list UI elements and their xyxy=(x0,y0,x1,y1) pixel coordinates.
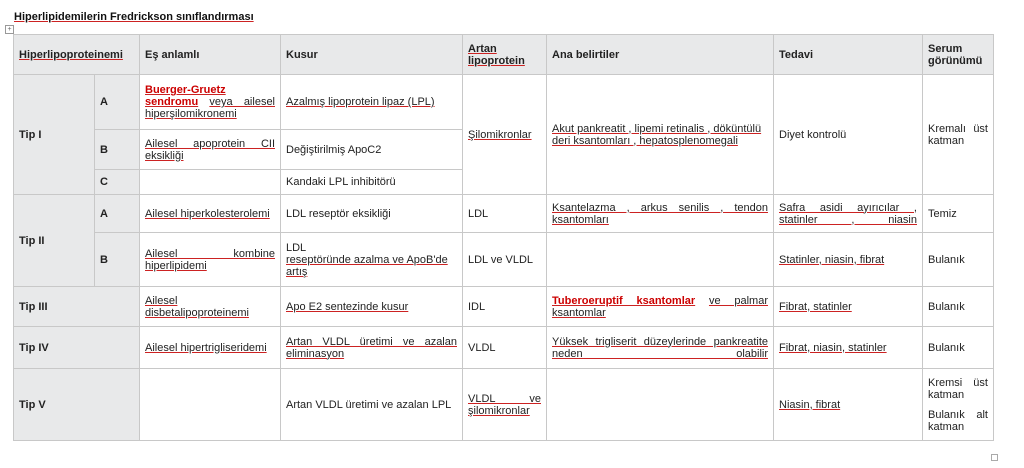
table-resize-handle-icon[interactable] xyxy=(991,454,998,461)
header-row xyxy=(14,35,994,75)
subtype-label: A xyxy=(95,195,140,233)
header-defect: Kusur xyxy=(281,35,463,75)
synonym-cell xyxy=(140,170,281,195)
defect-cell: LDL reseptör eksikliği xyxy=(281,195,463,233)
synonym-cell: Buerger-Gruetz sendromu veya ailesel hiperşilomikronemi xyxy=(140,75,281,130)
defect-cell: LDL reseptöründe azalma ve ApoB'de artış xyxy=(281,233,463,287)
subtype-label: C xyxy=(95,170,140,195)
buerger-gruetz-link[interactable]: Buerger-Gruetz sendromu xyxy=(145,84,226,108)
lipoprotein-cell: IDL xyxy=(463,287,547,327)
treatment-cell: Fibrat, niasin, statinler xyxy=(774,327,923,369)
table-row xyxy=(14,75,994,130)
signs-cell: Akut pankreatit , lipemi retinalis , döküntülü deri ksantomları , hepatosplenomegali xyxy=(547,75,774,195)
header-serum-appearance: Serum görünümü xyxy=(923,35,994,75)
header-treatment: Tedavi xyxy=(774,35,923,75)
signs-cell: Yüksek trigliserit düzeylerinde pankreatite neden olabilir xyxy=(547,327,774,369)
fredrickson-table xyxy=(13,34,994,441)
lipoprotein-cell: Şilomikronlar xyxy=(463,75,547,195)
table-row xyxy=(14,287,994,327)
signs-cell xyxy=(547,233,774,287)
signs-cell: Tuberoeruptif ksantomlar ve palmar ksantomlar xyxy=(547,287,774,327)
type-label: Tip III xyxy=(14,287,140,327)
header-synonym: Eş anlamlı xyxy=(140,35,281,75)
serum-upper: Kremsi üst katman xyxy=(928,376,988,401)
defect-cell: Artan VLDL üretimi ve azalan eliminasyon xyxy=(281,327,463,369)
header-hyperlipoproteinemia: Hiperlipoproteinemi xyxy=(14,35,140,75)
type-label: Tip V xyxy=(14,369,140,441)
synonym-cell: Ailesel disbetalipoproteinemi xyxy=(140,287,281,327)
synonym-cell: Ailesel kombine hiperlipidemi xyxy=(140,233,281,287)
lipoprotein-cell: VLDL ve şilomikronlar xyxy=(463,369,547,441)
lipoprotein-cell: LDL ve VLDL xyxy=(463,233,547,287)
treatment-cell: Safra asidi ayırıcılar , statinler , niasin xyxy=(774,195,923,233)
type-label: Tip I xyxy=(14,75,95,195)
lipoprotein-cell: LDL xyxy=(463,195,547,233)
header-increased-lipoprotein: Artan lipoprotein xyxy=(463,35,547,75)
defect-cell: Değiştirilmiş ApoC2 xyxy=(281,130,463,170)
table-row xyxy=(14,327,994,369)
table-row xyxy=(14,369,994,441)
defect-cell: Apo E2 sentezinde kusur xyxy=(281,287,463,327)
synonym-cell: Ailesel hipertrigliseridemi xyxy=(140,327,281,369)
lipoprotein-cell: VLDL xyxy=(463,327,547,369)
serum-lower: Bulanık alt katman xyxy=(928,408,988,433)
treatment-cell: Fibrat, statinler xyxy=(774,287,923,327)
serum-cell xyxy=(923,369,994,441)
defect-cell: Azalmış lipoprotein lipaz (LPL) xyxy=(281,75,463,130)
serum-cell: Kremalı üst katman xyxy=(923,75,994,195)
signs-cell: Ksantelazma , arkus senilis , tendon ksantomları xyxy=(547,195,774,233)
header-main-signs: Ana belirtiler xyxy=(547,35,774,75)
table-row xyxy=(14,233,994,287)
defect-cell: Artan VLDL üretimi ve azalan LPL xyxy=(281,369,463,441)
treatment-cell: Diyet kontrolü xyxy=(774,75,923,195)
table-move-handle-icon[interactable]: + xyxy=(5,25,14,34)
serum-cell: Bulanık xyxy=(923,233,994,287)
signs-cell xyxy=(547,369,774,441)
subtype-label: B xyxy=(95,130,140,170)
subtype-label: A xyxy=(95,75,140,130)
treatment-cell: Niasin, fibrat xyxy=(774,369,923,441)
serum-cell: Temiz xyxy=(923,195,994,233)
table-row xyxy=(14,195,994,233)
table-caption: Hiperlipidemilerin Fredrickson sınıflandırması xyxy=(14,11,254,23)
subtype-label: B xyxy=(95,233,140,287)
type-label: Tip II xyxy=(14,195,95,287)
synonym-cell xyxy=(140,369,281,441)
synonym-cell: Ailesel hiperkolesterolemi xyxy=(140,195,281,233)
tuberoeruptif-link[interactable]: Tuberoeruptif ksantomlar xyxy=(552,294,696,307)
serum-cell: Bulanık xyxy=(923,287,994,327)
treatment-cell: Statinler, niasin, fibrat xyxy=(774,233,923,287)
type-label: Tip IV xyxy=(14,327,140,369)
synonym-cell: Ailesel apoprotein CII eksikliği xyxy=(140,130,281,170)
defect-cell: Kandaki LPL inhibitörü xyxy=(281,170,463,195)
serum-cell: Bulanık xyxy=(923,327,994,369)
